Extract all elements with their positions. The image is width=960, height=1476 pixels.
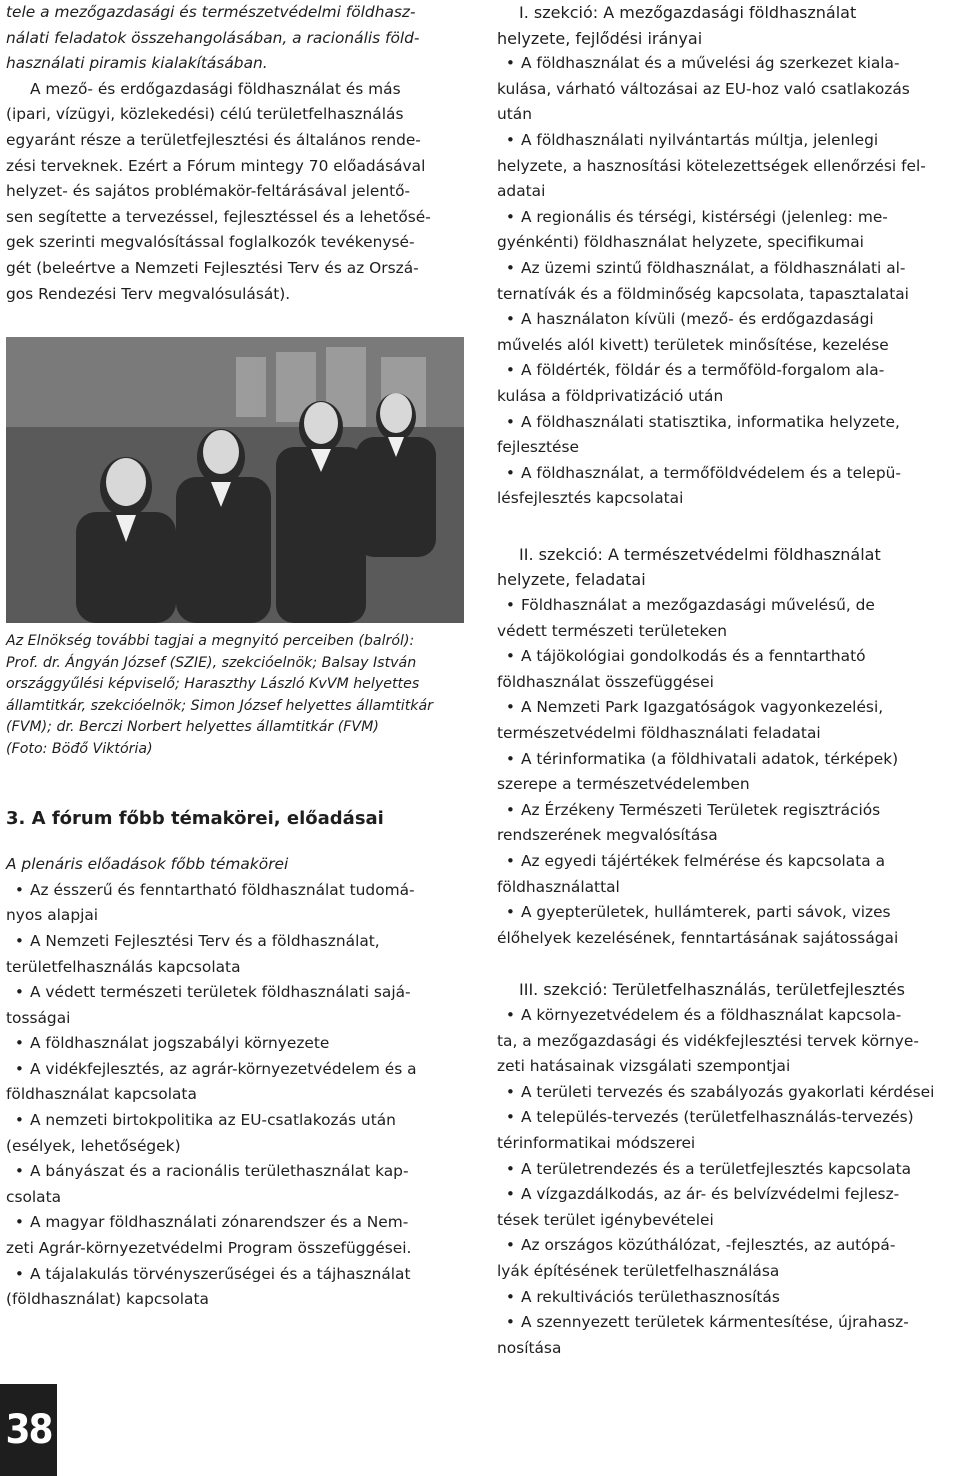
bullet-icon: • — [505, 1236, 515, 1255]
section-items — [497, 1003, 957, 1361]
section-item-text: A rekultivációs területhasznosítás — [521, 1287, 780, 1306]
section-item-line — [497, 1003, 957, 1029]
plenary-item-line — [6, 980, 466, 1006]
plenary-item — [6, 1057, 466, 1108]
plenary-item-text: A magyar földhasználati zónarendszer és a Nem- — [30, 1213, 409, 1232]
section-item-line — [497, 644, 957, 670]
plenary-item-line — [6, 878, 466, 904]
section-item-line: nosítása — [497, 1338, 562, 1357]
section-item-text: Az Érzékeny Természeti Területek regisztrációs — [521, 800, 881, 819]
bullet-icon: • — [505, 54, 515, 73]
plenary-item-line — [6, 1057, 466, 1083]
caption-line: Prof. dr. Ángyán József (SZIE), szekcióelnök; Balsay István — [6, 654, 417, 671]
intro-line: nálati feladatok összehangolásában, a racionális föld- — [6, 28, 420, 47]
plenary-item-line: csolata — [6, 1187, 62, 1206]
section-item-line: földhasználattal — [497, 877, 620, 896]
body-paragraph — [6, 77, 466, 307]
plenary-item-text: A Nemzeti Fejlesztési Terv és a földhasználat, — [30, 931, 380, 950]
section-item — [497, 1310, 957, 1361]
section-item-line: kulása a földprivatizáció után — [497, 386, 724, 405]
plenary-item — [6, 878, 466, 929]
conference-photo — [6, 337, 464, 623]
section-item-line: ta, a mezőgazdasági és vidékfejlesztési tervek környe- — [497, 1031, 919, 1050]
paragraph-line: zési terveknek. Ezért a Fórum mintegy 70 előadásával — [6, 156, 426, 175]
section-item — [497, 51, 957, 128]
section-item-text: A gyepterületek, hullámterek, parti sávok, vizes — [521, 903, 891, 922]
section-item — [497, 256, 957, 307]
section-item-text: A területi tervezés és szabályozás gyakorlati kérdései — [521, 1082, 935, 1101]
section-item — [497, 358, 957, 409]
section-title — [497, 542, 957, 593]
bullet-icon: • — [505, 258, 515, 277]
section-item-line — [497, 256, 957, 282]
section-item-line: rendszerének megvalósítása — [497, 826, 718, 845]
section-item — [497, 410, 957, 461]
plenary-item-line: zeti Agrár-környezetvédelmi Program összefüggései. — [6, 1239, 412, 1258]
caption-line: Az Elnökség további tagjai a megnyitó perceiben (balról): — [6, 633, 415, 650]
section-item-line — [497, 1157, 957, 1183]
plenary-item-text: A vidékfejlesztés, az agrár-környezetvédelem és a — [30, 1059, 417, 1078]
bullet-icon: • — [14, 931, 24, 950]
caption-line: országgyűlési képviselő; Haraszthy László KvVM helyettes — [6, 676, 420, 693]
section-item — [497, 593, 957, 644]
section-item-text: A szennyezett területek kármentesítése, újrahasz- — [521, 1313, 909, 1332]
section-item-line: szerepe a természetvédelemben — [497, 775, 750, 794]
section-item-line — [497, 1310, 957, 1336]
plenary-item — [6, 1262, 466, 1313]
section-items — [497, 593, 957, 951]
section-item-line: gyénkénti) földhasználat helyzete, specifikumai — [497, 233, 864, 252]
bullet-icon: • — [505, 310, 515, 329]
section-title-line: helyzete, feladatai — [497, 570, 646, 590]
bullet-icon: • — [505, 749, 515, 768]
section-item-text: A földhasználat és a művelési ág szerkezet kiala- — [521, 54, 900, 73]
paragraph-line: (ipari, vízügyi, közlekedési) célú területfelhasználás — [6, 105, 404, 124]
plenary-item-text: A tájalakulás törvényszerűségei és a tájhasználat — [30, 1264, 411, 1283]
section-item — [497, 205, 957, 256]
section-item-line — [497, 900, 957, 926]
paragraph-line: gét (beleértve a Nemzeti Fejlesztési Terv és az Orszá- — [6, 258, 419, 277]
section-heading: 3. A fórum főbb témakörei, előadásai — [6, 808, 384, 830]
section-item — [497, 798, 957, 849]
section-item-line — [497, 1233, 957, 1259]
bullet-icon: • — [505, 1287, 515, 1306]
plenary-item-line — [6, 1108, 466, 1134]
section-item — [497, 1285, 957, 1311]
caption-line: (FVM); dr. Berczi Norbert helyettes államtitkár (FVM) — [6, 719, 379, 736]
paragraph-line: A mező- és erdőgazdasági földhasználat és más — [30, 79, 401, 98]
section-item-text: A földérték, földár és a termőföld-forgalom ala- — [521, 361, 885, 380]
bullet-icon: • — [14, 1162, 24, 1181]
section-item-line — [497, 1285, 957, 1311]
bullet-icon: • — [14, 1034, 24, 1053]
section-item-line: tések terület igénybevételei — [497, 1210, 714, 1229]
plenary-item-line — [6, 1159, 466, 1185]
section-block — [497, 0, 957, 512]
caption-line: (Foto: Böđő Viktória) — [6, 740, 153, 757]
bullet-icon: • — [505, 647, 515, 666]
section-item — [497, 461, 957, 512]
section-item-line — [497, 593, 957, 619]
caption-line: államtitkár, szekcióelnök; Simon József helyettes államtitkár — [6, 697, 434, 714]
section-items — [497, 51, 957, 512]
plenary-item-line — [6, 1262, 466, 1288]
photo-caption — [6, 631, 466, 760]
section-item-text: Az országos közúthálózat, -fejlesztés, az autópá- — [521, 1236, 896, 1255]
bullet-icon: • — [14, 983, 24, 1002]
bullet-icon: • — [505, 412, 515, 431]
section-item — [497, 747, 957, 798]
bullet-icon: • — [505, 596, 515, 615]
section-item-line: fejlesztése — [497, 438, 579, 457]
section-item-text: Földhasználat a mezőgazdasági művelésű, de — [521, 596, 875, 615]
bullet-icon: • — [505, 852, 515, 870]
bullet-icon: • — [14, 1059, 24, 1078]
plenary-item — [6, 929, 466, 980]
plenary-item-line — [6, 1210, 466, 1236]
bullet-icon: • — [14, 1213, 24, 1232]
bullet-icon: • — [505, 463, 515, 482]
section-item-line — [497, 747, 957, 773]
bullet-icon: • — [14, 1264, 24, 1283]
section-item-text: Az üzemi szintű földhasználat, a földhasználati al- — [521, 258, 906, 277]
section-item-line — [497, 1182, 957, 1208]
bullet-icon: • — [505, 698, 515, 717]
bullet-icon: • — [505, 361, 515, 380]
plenary-item-text: Az ésszerű és fenntartható földhasználat tudomá- — [30, 880, 415, 899]
right-column — [497, 0, 957, 1361]
section-item-line — [497, 695, 957, 721]
section-title-line: II. szekció: A természetvédelmi földhasználat — [519, 544, 881, 564]
section-item-line — [497, 51, 957, 77]
section-item — [497, 1003, 957, 1080]
section-item-line — [497, 461, 957, 487]
bullet-icon: • — [14, 1111, 24, 1130]
section-item — [497, 644, 957, 695]
bullet-icon: • — [505, 1108, 515, 1127]
section-item-line — [497, 205, 957, 231]
photo-illustration — [6, 337, 464, 623]
intro-text — [6, 0, 466, 77]
section-title-line: helyzete, fejlődési irányai — [497, 28, 703, 48]
section-item-line: lésfejlesztés kapcsolatai — [497, 489, 684, 508]
section-item-text: A területrendezés és a területfejlesztés kapcsolata — [521, 1159, 912, 1178]
section-title — [497, 0, 957, 51]
section-title — [497, 977, 957, 1003]
paragraph-line: gek szerinti megvalósítással foglalkozók tevékenysé- — [6, 233, 415, 252]
section-item-text: A tájökológiai gondolkodás és a fenntartható — [521, 647, 866, 666]
plenary-item — [6, 1108, 466, 1159]
section-item-text: A vízgazdálkodás, az ár- és belvízvédelmi fejlesz- — [521, 1185, 900, 1204]
section-item — [497, 1233, 957, 1284]
section-item-line — [497, 358, 957, 384]
sections-container — [497, 0, 957, 1361]
section-item — [497, 128, 957, 205]
bullet-icon: • — [505, 1082, 515, 1101]
section-item-line — [497, 849, 957, 875]
section-block — [497, 977, 957, 1361]
plenary-item-text: A nemzeti birtokpolitika az EU-csatlakozás után — [30, 1111, 396, 1130]
section-item-line: természetvédelmi földhasználati feladatai — [497, 724, 821, 743]
plenary-item — [6, 1159, 466, 1210]
section-item-line: földhasználat összefüggései — [497, 672, 714, 691]
section-item-line — [497, 307, 957, 333]
section-item-line — [497, 1105, 957, 1131]
plenary-list — [6, 878, 466, 1313]
plenary-item-line: (földhasználat) kapcsolata — [6, 1290, 209, 1309]
section-item-text: A földhasználati statisztika, informatika helyzete, — [521, 412, 900, 431]
bullet-icon: • — [505, 1005, 515, 1024]
section-item-line — [497, 1080, 957, 1106]
intro-line: használati piramis kialakításában. — [6, 54, 268, 73]
plenary-item-line — [6, 929, 466, 955]
paragraph-line: gos Rendezési Terv megvalósulását). — [6, 284, 291, 303]
section-item-line: adatai — [497, 182, 546, 201]
section-item-text: A földhasználat, a termőföldvédelem és a telepü- — [521, 463, 901, 482]
plenary-item-line: tosságai — [6, 1008, 71, 1027]
section-item-line: térinformatikai módszerei — [497, 1133, 696, 1152]
section-item — [497, 849, 957, 900]
bullet-icon: • — [505, 800, 515, 819]
section-item-line: kulása, várható változásai az EU-hoz való csatlakozás — [497, 79, 910, 98]
section-item-text: A regionális és térségi, kistérségi (jelenleg: me- — [521, 207, 888, 226]
section-item-line: élőhelyek kezelésének, fenntartásának sajátosságai — [497, 928, 899, 947]
left-column — [6, 0, 466, 1313]
section-item-text: A település-tervezés (területfelhasználás-tervezés) — [521, 1108, 914, 1127]
section-item-line — [497, 410, 957, 436]
bullet-icon: • — [14, 880, 24, 899]
section-item-text: A Nemzeti Park Igazgatóságok vagyonkezelési, — [521, 698, 884, 717]
section-item — [497, 307, 957, 358]
section-item — [497, 900, 957, 951]
plenary-item-line: területfelhasználás kapcsolata — [6, 957, 241, 976]
plenary-subheading: A plenáris előadások főbb témakörei — [6, 855, 289, 874]
bullet-icon: • — [505, 207, 515, 226]
section-title-line: I. szekció: A mezőgazdasági földhasználat — [519, 3, 857, 22]
plenary-item-text: A bányászat és a racionális területhasználat kap- — [30, 1162, 409, 1181]
bullet-icon: • — [505, 1313, 515, 1332]
section-item-text: A földhasználati nyilvántartás múltja, jelenlegi — [521, 130, 879, 149]
plenary-item — [6, 1210, 466, 1261]
page-number: 38 — [0, 1384, 57, 1476]
section-title-line: III. szekció: Területfelhasználás, területfejlesztés — [519, 980, 905, 1000]
plenary-item-line — [6, 1031, 466, 1057]
bullet-icon: • — [505, 903, 515, 922]
section-item — [497, 1182, 957, 1233]
section-item-line: után — [497, 105, 532, 124]
plenary-item-text: A védett természeti területek földhasználati sajá- — [30, 983, 411, 1002]
section-item-line: művelés alól kivett) területek minősítése, kezelése — [497, 335, 889, 354]
section-item — [497, 1105, 957, 1156]
section-item-line — [497, 128, 957, 154]
plenary-item-line: földhasználat kapcsolata — [6, 1085, 197, 1104]
section-item-line — [497, 798, 957, 824]
section-item — [497, 1080, 957, 1106]
plenary-item — [6, 1031, 466, 1057]
bullet-icon: • — [505, 1159, 515, 1178]
intro-line: tele a mezőgazdasági és természetvédelmi földhasz- — [6, 3, 416, 21]
plenary-item-line: (esélyek, lehetőségek) — [6, 1136, 181, 1155]
section-item-line: lyák építésének területfelhasználása — [497, 1261, 780, 1280]
plenary-item-text: A földhasználat jogszabályi környezete — [30, 1034, 330, 1053]
section-item-text: A környezetvédelem és a földhasználat kapcsola- — [521, 1005, 902, 1024]
section-block — [497, 542, 957, 952]
plenary-item-line: nyos alapjai — [6, 906, 99, 925]
section-item-text: A használaton kívüli (mező- és erdőgazdasági — [521, 310, 874, 329]
section-item-text: A térinformatika (a földhivatali adatok, térképek) — [521, 749, 899, 768]
section-item-line: zeti hatásainak vizsgálati szempontjai — [497, 1057, 791, 1076]
section-item — [497, 1157, 957, 1183]
paragraph-line: egyaránt része a területfejlesztési és általános rende- — [6, 130, 421, 149]
section-item — [497, 695, 957, 746]
section-item-line: helyzete, a hasznosítási kötelezettségek ellenőrzési fel- — [497, 156, 926, 175]
bullet-icon: • — [505, 1185, 515, 1204]
section-item-line: védett természeti területeken — [497, 621, 727, 640]
paragraph-line: helyzet- és sajátos problémakör-feltárásával jelentő- — [6, 182, 411, 201]
bullet-icon: • — [505, 130, 515, 149]
section-item-line: ternatívák és a földminőség kapcsolata, tapasztalatai — [497, 284, 909, 303]
plenary-item — [6, 980, 466, 1031]
paragraph-line: sen segítette a tervezéssel, fejlesztéssel és a lehetősé- — [6, 207, 431, 226]
section-item-text: Az egyedi tájértékek felmérése és kapcsolata a — [521, 852, 886, 870]
